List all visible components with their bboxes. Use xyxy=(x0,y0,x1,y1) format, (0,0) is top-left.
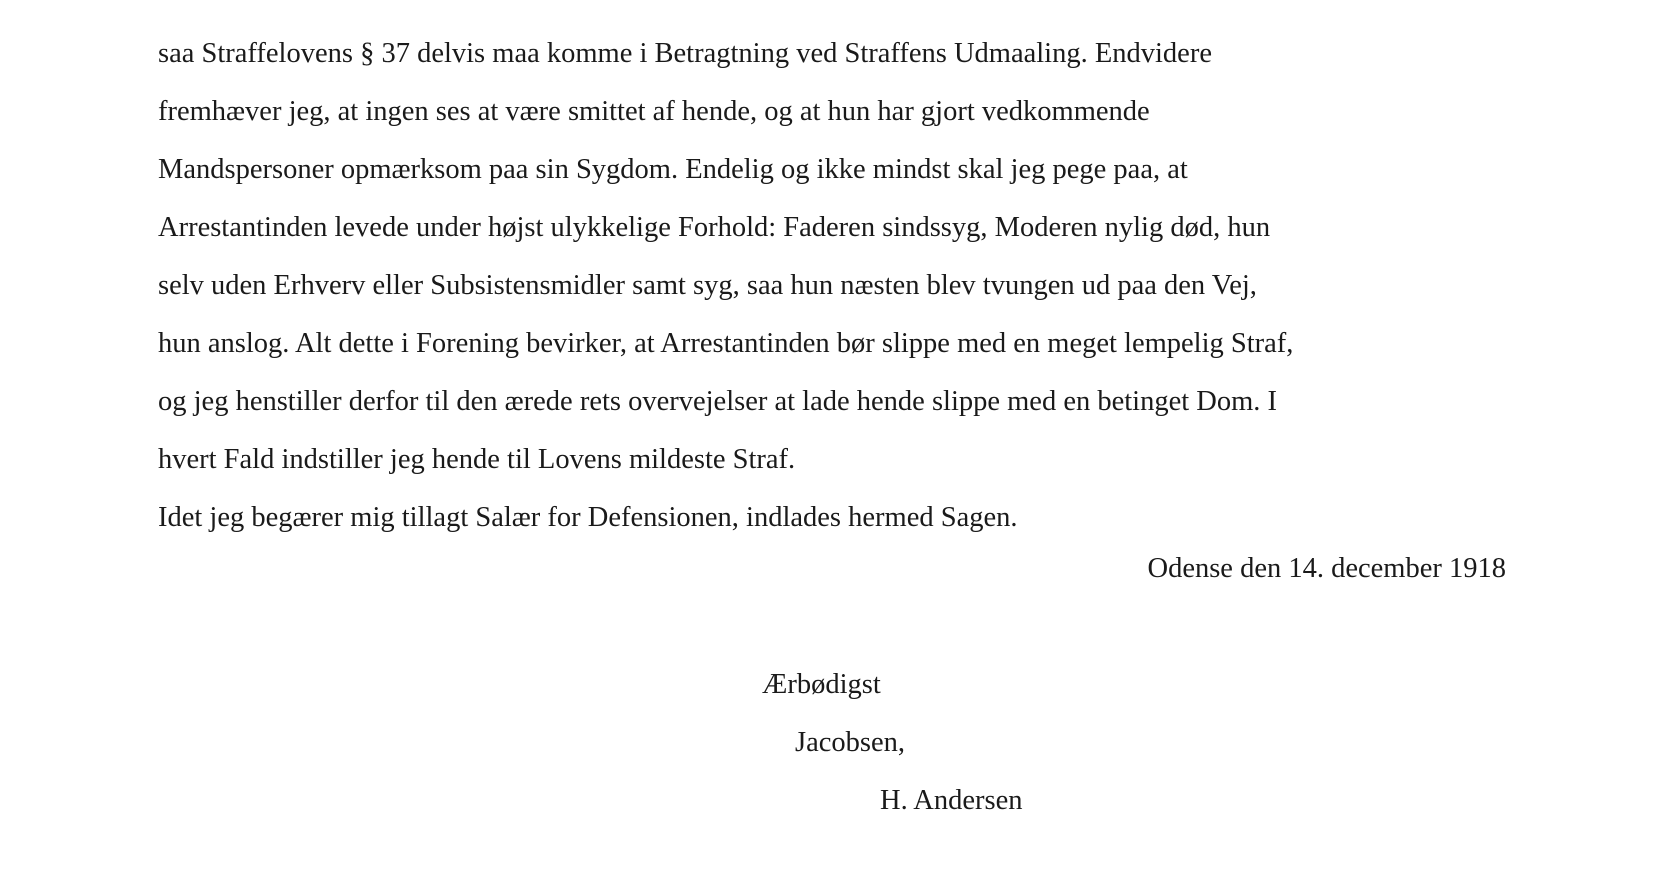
signature-andersen: H. Andersen xyxy=(880,785,1023,816)
date-line: Odense den 14. december 1918 xyxy=(1147,553,1506,584)
body-line: fremhæver jeg, at ingen ses at være smittet af hende, og at hun har gjort vedkommende xyxy=(158,96,1150,127)
letter-body xyxy=(158,25,1518,547)
body-line: hun anslog. Alt dette i Forening bevirker, at Arrestantinden bør slippe med en meget lempelig Straf, xyxy=(158,328,1294,359)
body-line: Idet jeg begærer mig tillagt Salær for Defensionen, indlades hermed Sagen. xyxy=(158,502,1018,533)
body-line: og jeg henstiller derfor til den ærede rets overvejelser at lade hende slippe med en betinget Dom. I xyxy=(158,386,1278,417)
signature-jacobsen: Jacobsen, xyxy=(795,727,906,758)
closing-salutation: Ærbødigst xyxy=(762,669,881,700)
body-line: Arrestantinden levede under højst ulykkelige Forhold: Faderen sindssyg, Moderen nylig død, hun xyxy=(158,212,1271,243)
body-line: saa Straffelovens § 37 delvis maa komme i Betragtning ved Straffens Udmaaling. Endvidere xyxy=(158,38,1212,69)
body-line: Mandspersoner opmærksom paa sin Sygdom. Endelig og ikke mindst skal jeg pege paa, at xyxy=(158,154,1188,185)
body-line: hvert Fald indstiller jeg hende til Lovens mildeste Straf. xyxy=(158,444,796,475)
body-line: selv uden Erhverv eller Subsistensmidler samt syg, saa hun næsten blev tvungen ud paa den Vej, xyxy=(158,270,1257,301)
